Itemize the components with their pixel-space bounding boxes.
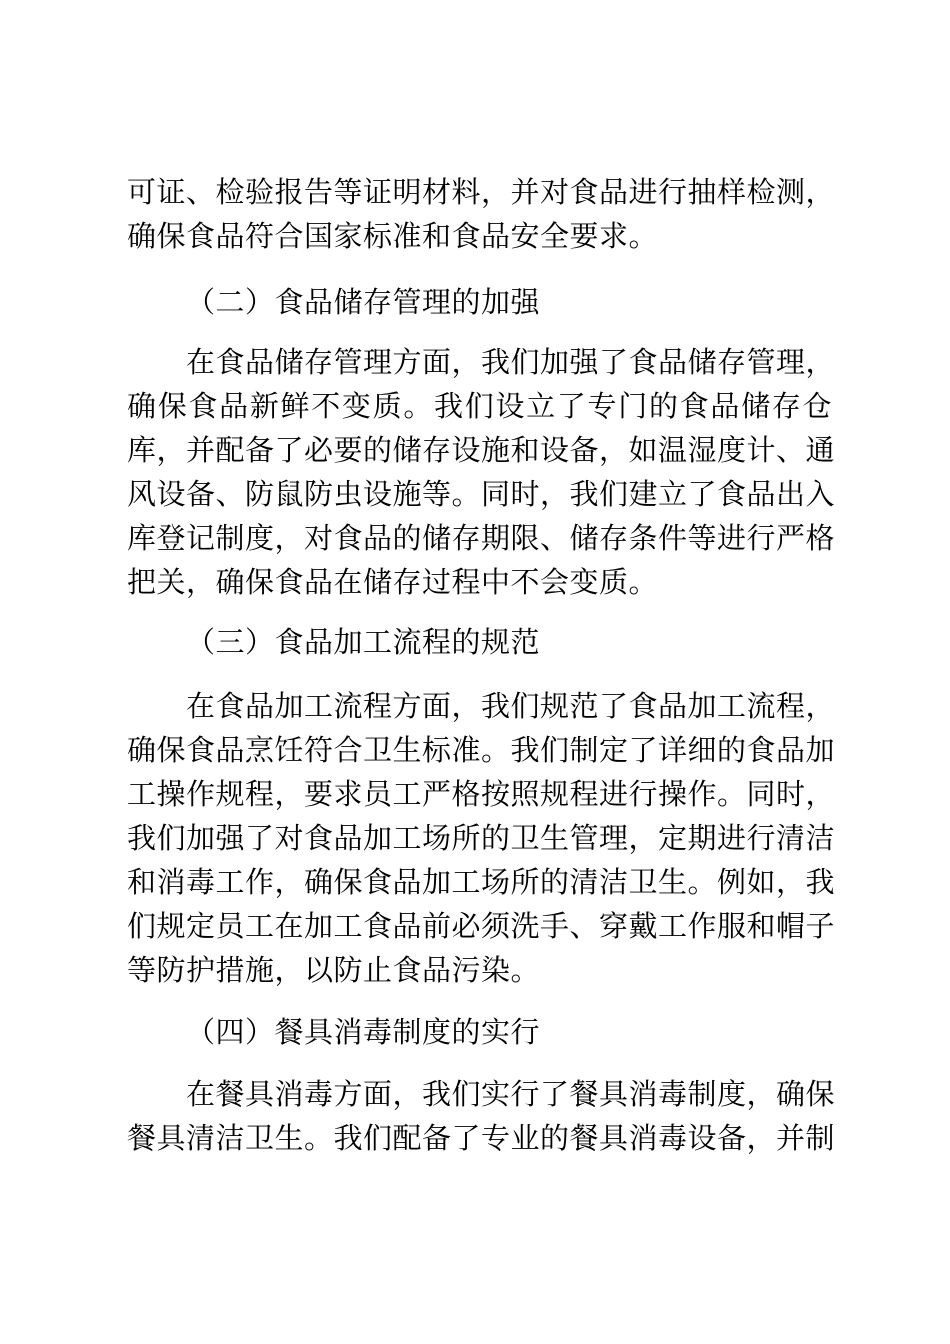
paragraph-line: 把关，确保食品在储存过程中不会变质。	[127, 565, 659, 599]
section-heading: （二）食品储存管理的加强	[186, 285, 541, 319]
paragraph-line: 库，并配备了必要的储存设施和设备，如温湿度计、通	[127, 433, 836, 467]
paragraph-line: 餐具清洁卫生。我们配备了专业的餐具消毒设备，并制	[127, 1121, 836, 1155]
section-heading: （三）食品加工流程的规范	[186, 625, 541, 659]
paragraph-line: 在餐具消毒方面，我们实行了餐具消毒制度，确保	[186, 1077, 836, 1111]
paragraph-line: 工操作规程，要求员工严格按照规程进行操作。同时，	[127, 777, 836, 811]
paragraph-line: 可证、检验报告等证明材料，并对食品进行抽样检测，	[127, 175, 836, 209]
paragraph-line: 在食品储存管理方面，我们加强了食品储存管理，	[186, 345, 836, 379]
paragraph-line: 确保食品新鲜不变质。我们设立了专门的食品储存仓	[127, 389, 832, 423]
paragraph-line: 在食品加工流程方面，我们规范了食品加工流程，	[186, 689, 836, 723]
paragraph-line: 和消毒工作，确保食品加工场所的清洁卫生。例如，我	[127, 865, 836, 899]
paragraph-line: 库登记制度，对食品的储存期限、储存条件等进行严格	[127, 521, 836, 555]
paragraph-line: 们规定员工在加工食品前必须洗手、穿戴工作服和帽子	[127, 909, 836, 943]
paragraph-line: 等防护措施，以防止食品污染。	[127, 953, 541, 987]
paragraph-line: 风设备、防鼠防虫设施等。同时，我们建立了食品出入	[127, 477, 836, 511]
paragraph-line: 我们加强了对食品加工场所的卫生管理，定期进行清洁	[127, 821, 836, 855]
paragraph-line: 确保食品符合国家标准和食品安全要求。	[127, 219, 659, 253]
paragraph-line: 确保食品烹饪符合卫生标准。我们制定了详细的食品加	[127, 733, 836, 767]
section-heading: （四）餐具消毒制度的实行	[186, 1015, 541, 1049]
